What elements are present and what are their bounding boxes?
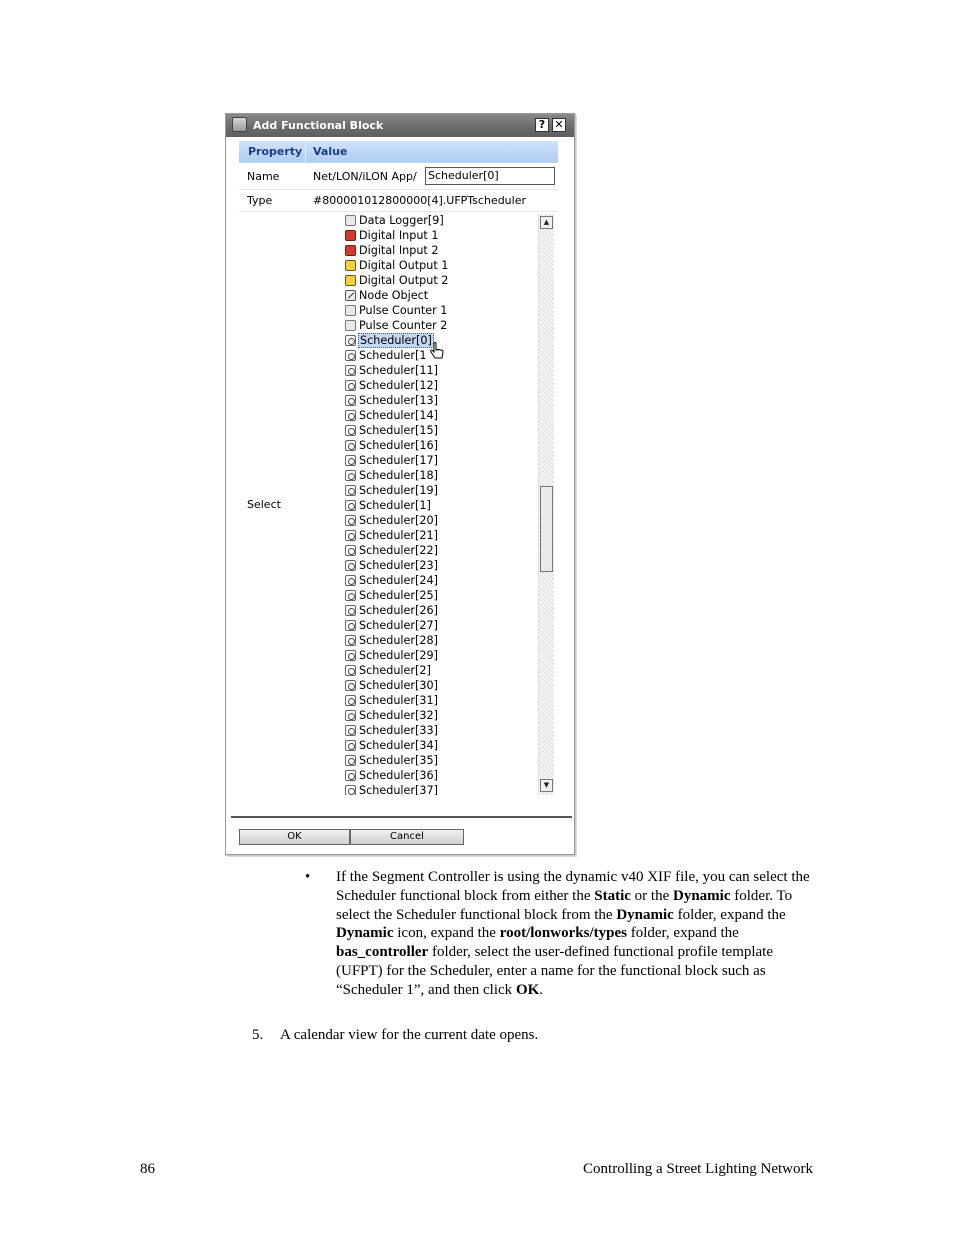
list-item-label: Scheduler[12] xyxy=(359,379,438,392)
list-item[interactable] xyxy=(345,694,439,709)
scheduler-icon xyxy=(345,440,356,451)
bold-term: root/lonworks/types xyxy=(499,925,627,942)
dialog-window-icon xyxy=(232,117,247,132)
list-item[interactable] xyxy=(345,649,439,664)
scheduler-icon xyxy=(345,350,356,361)
scroll-up-button[interactable]: ▲ xyxy=(540,216,553,229)
text-run: folder, expand the xyxy=(626,925,739,942)
scheduler-icon xyxy=(345,605,356,616)
list-item-label: Node Object xyxy=(359,289,429,302)
text-run: If the Segment Controller is using the dynamic v40 XIF file, you can select the Scheduler functional block from either the xyxy=(336,869,810,904)
list-item-label: Scheduler[22] xyxy=(359,544,438,557)
list-item-label: Scheduler[15] xyxy=(359,424,438,437)
list-item[interactable] xyxy=(345,424,439,439)
step-text: A calendar view for the current date opens. xyxy=(280,1027,539,1043)
list-item-label: Scheduler[16] xyxy=(359,439,438,452)
row-divider xyxy=(239,211,558,212)
scheduler-icon xyxy=(345,785,356,795)
list-item-label: Scheduler[28] xyxy=(359,634,438,647)
list-item[interactable] xyxy=(345,379,439,394)
text-run: or the xyxy=(630,887,673,904)
scheduler-icon xyxy=(345,650,356,661)
text-run: folder, expand the xyxy=(673,906,786,923)
digital-input-icon xyxy=(345,230,356,241)
list-item[interactable] xyxy=(345,769,439,784)
list-item-label: Scheduler[31] xyxy=(359,694,438,707)
list-item-label: Data Logger[9] xyxy=(359,214,444,227)
bold-term: Dynamic xyxy=(336,925,394,942)
text-run: folder. To select the Scheduler functional block from the xyxy=(336,887,793,923)
list-item[interactable] xyxy=(345,664,432,679)
value-column-header: Value xyxy=(313,145,348,158)
list-item[interactable] xyxy=(345,319,448,334)
document-icon xyxy=(345,215,356,226)
property-column-header: Property xyxy=(248,145,303,158)
hand-cursor-icon xyxy=(430,342,444,360)
list-item-label: Digital Output 2 xyxy=(359,274,449,287)
list-item[interactable] xyxy=(345,514,439,529)
list-item-label: Pulse Counter 2 xyxy=(359,319,448,332)
select-label: Select xyxy=(247,498,281,511)
list-item-label: Scheduler[33] xyxy=(359,724,438,737)
name-prefix: Net/LON/iLON App/ xyxy=(313,170,417,183)
list-item[interactable] xyxy=(345,724,439,739)
list-item[interactable] xyxy=(345,439,439,454)
list-item[interactable] xyxy=(345,739,439,754)
scheduler-icon xyxy=(345,455,356,466)
list-item-label: Scheduler[21] xyxy=(359,529,438,542)
scheduler-icon xyxy=(345,365,356,376)
list-item-label: Scheduler[36] xyxy=(359,769,438,782)
name-label: Name xyxy=(247,170,280,183)
scheduler-icon xyxy=(345,740,356,751)
scheduler-icon xyxy=(345,410,356,421)
scheduler-icon xyxy=(345,755,356,766)
scheduler-icon xyxy=(345,515,356,526)
bold-term: OK xyxy=(515,981,540,998)
bold-term: bas_controller xyxy=(336,944,429,961)
close-button[interactable]: ✕ xyxy=(552,118,566,132)
list-item[interactable] xyxy=(345,634,439,649)
list-item[interactable] xyxy=(345,589,439,604)
step-number: 5. xyxy=(252,1027,264,1043)
dialog-titlebar xyxy=(226,114,574,137)
list-item[interactable] xyxy=(345,559,439,574)
text-run: . xyxy=(539,981,544,998)
list-item[interactable] xyxy=(345,679,439,694)
list-item-label: Digital Input 2 xyxy=(359,244,439,257)
scheduler-icon xyxy=(345,680,356,691)
list-item-label: Digital Input 1 xyxy=(359,229,439,242)
bold-term: Dynamic xyxy=(673,887,731,904)
list-item-label: Scheduler[13] xyxy=(359,394,438,407)
dialog-footer-divider xyxy=(231,816,572,818)
list-item[interactable] xyxy=(345,544,439,559)
functional-block-listbox[interactable] xyxy=(341,214,556,795)
type-label: Type xyxy=(247,194,273,207)
list-item-label: Scheduler[0] xyxy=(360,334,432,347)
digital-output-icon xyxy=(345,260,356,271)
scheduler-icon xyxy=(345,575,356,586)
list-item-label: Scheduler[1 xyxy=(359,349,427,362)
scheduler-icon xyxy=(345,665,356,676)
list-item[interactable] xyxy=(345,364,439,379)
scheduler-icon xyxy=(345,380,356,391)
node-object-icon xyxy=(345,290,356,301)
list-item[interactable] xyxy=(345,529,439,544)
digital-output-icon xyxy=(345,275,356,286)
list-item-label: Scheduler[17] xyxy=(359,454,438,467)
list-item[interactable] xyxy=(345,394,439,409)
text-run: folder, select the user-defined functional profile template (UFPT) for the Scheduler, enter a name for the functional block such as “Scheduler 1”, and then click xyxy=(336,944,774,998)
scheduler-icon xyxy=(345,470,356,481)
list-item-label: Scheduler[26] xyxy=(359,604,438,617)
list-item-label: Scheduler[23] xyxy=(359,559,438,572)
scheduler-icon xyxy=(345,620,356,631)
list-item[interactable] xyxy=(345,619,439,634)
bullet-text xyxy=(336,868,814,1000)
page-number: 86 xyxy=(140,1161,155,1177)
scheduler-icon xyxy=(345,530,356,541)
list-item-label: Scheduler[2] xyxy=(359,664,431,677)
list-item-label: Scheduler[19] xyxy=(359,484,438,497)
list-item[interactable] xyxy=(345,259,449,274)
row-divider xyxy=(239,189,558,190)
scheduler-icon xyxy=(345,335,356,346)
list-item-label: Scheduler[32] xyxy=(359,709,438,722)
digital-input-icon xyxy=(345,245,356,256)
scheduler-icon xyxy=(345,545,356,556)
list-item-label: Scheduler[27] xyxy=(359,619,438,632)
list-item[interactable] xyxy=(345,499,432,514)
scroll-down-button[interactable]: ▼ xyxy=(540,779,553,792)
bullet-symbol: • xyxy=(305,869,311,885)
list-item[interactable] xyxy=(345,304,448,319)
scheduler-icon xyxy=(345,485,356,496)
scheduler-icon xyxy=(345,695,356,706)
list-item[interactable] xyxy=(345,709,439,724)
list-item-label: Scheduler[30] xyxy=(359,679,438,692)
text-run: icon, expand the xyxy=(393,925,500,942)
name-input[interactable]: Scheduler[0] xyxy=(425,167,555,185)
list-item[interactable] xyxy=(345,604,439,619)
list-item-label: Scheduler[24] xyxy=(359,574,438,587)
list-item-label: Scheduler[34] xyxy=(359,739,438,752)
list-item[interactable] xyxy=(345,289,429,304)
document-icon xyxy=(345,305,356,316)
list-item-label: Scheduler[20] xyxy=(359,514,438,527)
scheduler-icon xyxy=(345,710,356,721)
list-item-label: Scheduler[29] xyxy=(359,649,438,662)
document-icon xyxy=(345,320,356,331)
scheduler-icon xyxy=(345,425,356,436)
header-divider xyxy=(305,141,306,162)
list-item[interactable] xyxy=(345,409,439,424)
list-item[interactable] xyxy=(345,349,428,364)
scheduler-icon xyxy=(345,635,356,646)
list-item[interactable] xyxy=(345,274,449,289)
list-item-label: Scheduler[35] xyxy=(359,754,438,767)
property-table-header xyxy=(239,141,558,163)
list-item-label: Digital Output 1 xyxy=(359,259,449,272)
list-item[interactable] xyxy=(345,454,439,469)
list-item[interactable] xyxy=(345,754,439,769)
scheduler-icon xyxy=(345,395,356,406)
ok-button[interactable]: OK xyxy=(239,829,350,845)
scheduler-icon xyxy=(345,770,356,781)
list-item-label: Scheduler[25] xyxy=(359,589,438,602)
listbox-scrollbar[interactable] xyxy=(538,214,554,795)
scheduler-icon xyxy=(345,590,356,601)
list-item-label: Scheduler[14] xyxy=(359,409,438,422)
running-title: Controlling a Street Lighting Network xyxy=(583,1161,813,1177)
list-item[interactable] xyxy=(345,334,434,349)
dialog-title: Add Functional Block xyxy=(253,119,384,132)
cancel-button[interactable]: Cancel xyxy=(350,829,464,845)
scheduler-icon xyxy=(345,560,356,571)
list-item[interactable] xyxy=(345,469,439,484)
bold-term: Dynamic xyxy=(616,906,674,923)
bold-term: Static xyxy=(594,887,631,904)
list-item[interactable] xyxy=(345,574,439,589)
scheduler-icon xyxy=(345,725,356,736)
list-item[interactable] xyxy=(345,214,445,229)
list-item-label: Scheduler[11] xyxy=(359,364,438,377)
type-value: #800001012800000[4].UFPTscheduler xyxy=(313,194,527,207)
add-functional-block-dialog xyxy=(225,113,575,855)
list-item-label: Scheduler[1] xyxy=(359,499,431,512)
list-item[interactable] xyxy=(345,229,439,244)
list-item[interactable] xyxy=(345,484,439,499)
help-button[interactable]: ? xyxy=(535,118,549,132)
list-item-label: Scheduler[37] xyxy=(359,784,438,795)
list-item[interactable] xyxy=(345,784,439,795)
list-item-label: Pulse Counter 1 xyxy=(359,304,448,317)
scheduler-icon xyxy=(345,500,356,511)
scrollbar-thumb[interactable] xyxy=(540,486,553,572)
list-item[interactable] xyxy=(345,244,439,259)
list-item-label: Scheduler[18] xyxy=(359,469,438,482)
